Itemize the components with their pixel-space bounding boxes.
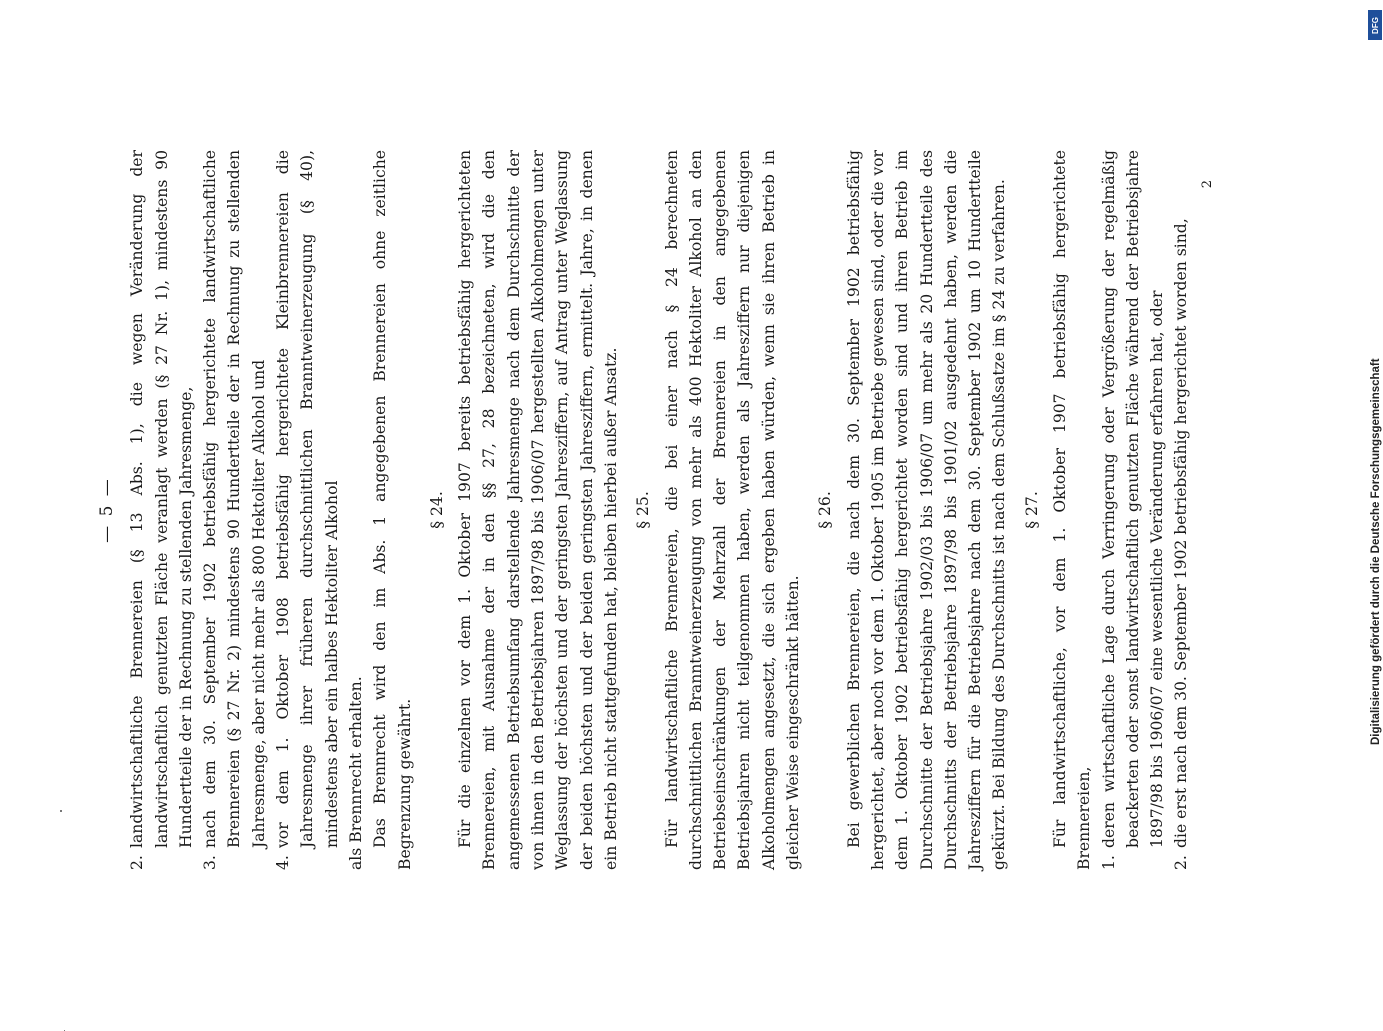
list-item [1097, 150, 1170, 870]
dfg-logo-icon [1368, 10, 1382, 40]
list-text: deren wirtschaftliche Lage durch Verringerung oder Vergrößerung der regelmäßig beackerten oder sonst landwirtschaftlich genutzten Fläche während der Betriebsjahre 1897/98 bis 1906/07 eine wesentliche Veränderung erfahren hat, oder [1099, 150, 1167, 848]
scan-speck [60, 810, 62, 812]
list-item [125, 150, 198, 870]
list-text: nach dem 30. September 1902 betriebsfähig hergerichtete landwirtschaftliche Brennereien (§ 27 Nr. 2) mindestens 90 Hundertteile der in Rechnung zu stellenden Jahresmenge, aber nicht mehr als 800 Hektoliter Alkohol und [201, 150, 268, 848]
signature-mark: 2 [1199, 180, 1215, 189]
section-heading-26: § 26. [816, 491, 835, 529]
section-heading-24: § 24. [427, 491, 446, 529]
page-number: — 5 — [97, 477, 117, 543]
section-24-text: Für die einzelnen vor dem 1. Oktober 1907 bereits betriebsfähig hergerichteten Brennereien, mit Ausnahme der in den §§ 27, 28 bezeichneten, wird die den angemessenen Betriebsumfang darstellende Jahresmenge nach dem Durchschnitte der von ihnen in den Betriebsjahren 1897/98 bis 1906/07 hergestellten Alkoholmengen unter Weglassung der höchsten und der geringsten Jahresziffern, auf Antrag unter Weglassung der beiden höchsten und der beiden geringsten Jahresziffern, ermittelt. Jahre, in denen ein Betrieb nicht stattgefunden hat, bleiben hierbei außer Ansatz. [456, 150, 620, 870]
list-text: die erst nach dem 30. September 1902 betriebsfähig hergerichtet worden sind, [1172, 218, 1191, 848]
paragraph-tail: als Brennrecht erhalten. [346, 676, 365, 870]
section-26-text: Bei gewerblichen Brennereien, die nach dem 30. September 1902 betriebsfähig hergerichtet, aber noch vor dem 1. Oktober 1905 im Betriebe gewesen sind, oder die vor dem 1. Oktober 1902 betriebsfähig hergerichtet worden sind und ihren Betrieb im Durchschnitte der Betriebsjahre 1902/03 bis 1906/07 um mehr als 20 Hundertteile des Durchschnitts der Betriebsjahre 1897/98 bis 1901/02 ausgedehnt haben, werden die Jahresziffern für die Betriebsjahre nach dem 30. September 1902 um 10 Hundertteile gekürzt. Bei Bildung des Durchschnitts ist nach dem Schlußsatze im § 24 zu verfahren. [844, 150, 1009, 870]
section-heading-25: § 25. [634, 491, 653, 529]
list-item [271, 150, 344, 870]
section-heading-27: § 27. [1022, 491, 1041, 529]
list-number: 2. [1172, 855, 1191, 870]
section-27-text: Für landwirtschaftliche, vor dem 1. Oktober 1907 betriebsfähig hergerichtete Brennereien, [1050, 150, 1094, 870]
digitization-credit: Digitalisierung gefördert durch die Deutsche Forschungsgemeinschaft [1370, 358, 1382, 745]
list-item [198, 150, 271, 870]
list-text: landwirtschaftliche Brennereien (§ 13 Abs. 1), die wegen Veränderung der landwirtschaftlich genutzten Fläche veranlagt werden (§ 27 Nr. 1), mindestens 90 Hundertteile der in Rechnung zu stellenden Jahresmenge, [128, 150, 195, 848]
document-page [95, 150, 1215, 870]
list-number: 1. [1099, 855, 1118, 870]
list-number: 2. [128, 855, 147, 870]
section-25-text: Für landwirtschaftliche Brennereien, die bei einer nach § 24 berechneten durchschnittlichen Branntweinerzeugung von mehr als 400 Hektoliter Alkohol an den Betriebseinschränkungen der Mehrzahl der Brennereien in den angegebenen Betriebsjahren nicht teilgenommen haben, werden als Jahresziffern nur diejenigen Alkoholmengen angesetzt, die sich ergeben haben würden, wenn sie ihren Betrieb in gleicher Weise eingeschränkt hätten. [662, 150, 803, 870]
list-number: 4. [274, 855, 293, 870]
dfg-logo-text: DFG [1370, 16, 1380, 34]
list-number: 3. [201, 855, 220, 870]
paragraph-brennrecht: Das Brennrecht wird den im Abs. 1 angegebenen Brennereien ohne zeitliche Begrenzung gewährt. [371, 150, 414, 870]
list-item [1169, 150, 1193, 870]
list-text: vor dem 1. Oktober 1908 betriebsfähig hergerichtete Kleinbrennereien die Jahresmenge ihrer früheren durchschnittlichen Branntweinerzeugung (§ 40), mindestens aber ein halbes Hektoliter Alkohol [274, 150, 341, 848]
